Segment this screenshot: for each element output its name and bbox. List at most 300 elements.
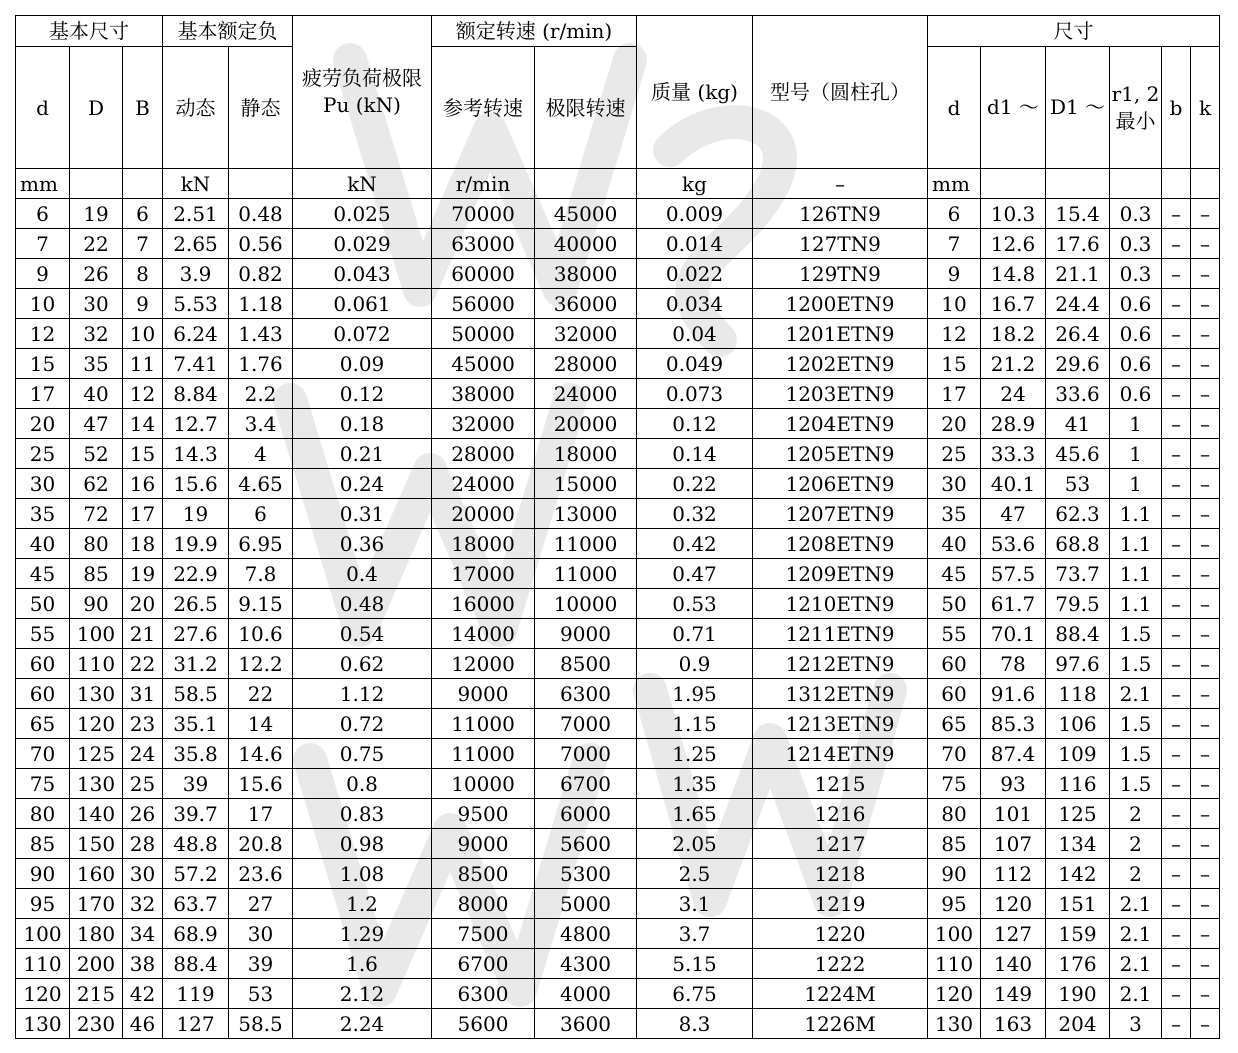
cell-static: 39	[229, 949, 293, 979]
cell-fatigue-limit: 1.29	[293, 919, 432, 949]
cell-d1: 87.4	[981, 739, 1046, 769]
cell-mass: 0.42	[637, 529, 753, 559]
header-mass: 质量 (kg)	[637, 16, 753, 169]
cell-d1: 47	[981, 499, 1046, 529]
cell-d1: 101	[981, 799, 1046, 829]
cell-D1: 17.6	[1046, 229, 1110, 259]
header-D: D	[70, 47, 123, 169]
cell-fatigue-limit: 0.54	[293, 619, 432, 649]
cell-size-d: 90	[928, 859, 981, 889]
cell-static: 3.4	[229, 409, 293, 439]
cell-reference-speed: 12000	[432, 649, 535, 679]
cell-d1: 57.5	[981, 559, 1046, 589]
cell-fatigue-limit: 0.12	[293, 379, 432, 409]
cell-reference-speed: 7500	[432, 919, 535, 949]
cell-static: 6.95	[229, 529, 293, 559]
table-row	[16, 979, 1220, 1009]
cell-r12-min: 1.1	[1110, 529, 1162, 559]
cell-mass: 0.04	[637, 319, 753, 349]
cell-mass: 0.32	[637, 499, 753, 529]
cell-fatigue-limit: 0.36	[293, 529, 432, 559]
cell-fatigue-limit: 1.12	[293, 679, 432, 709]
cell-size-d: 70	[928, 739, 981, 769]
cell-model: 1212ETN9	[753, 649, 928, 679]
cell-size-d: 50	[928, 589, 981, 619]
header-basic-size: 基本尺寸	[16, 16, 163, 47]
cell-limiting-speed: 5300	[535, 859, 637, 889]
cell-size-d: 130	[928, 1009, 981, 1039]
cell-b: –	[1162, 709, 1191, 739]
cell-static: 1.76	[229, 349, 293, 379]
cell-reference-speed: 11000	[432, 739, 535, 769]
cell-D1: 88.4	[1046, 619, 1110, 649]
cell-model: 1202ETN9	[753, 349, 928, 379]
header-size-d: d	[928, 47, 981, 169]
cell-D: 130	[70, 679, 123, 709]
cell-D1: 79.5	[1046, 589, 1110, 619]
cell-b: –	[1162, 649, 1191, 679]
cell-static: 27	[229, 889, 293, 919]
cell-mass: 2.05	[637, 829, 753, 859]
cell-r12-min: 0.6	[1110, 319, 1162, 349]
cell-limiting-speed: 4300	[535, 949, 637, 979]
cell-model: 1204ETN9	[753, 409, 928, 439]
cell-D1: 26.4	[1046, 319, 1110, 349]
cell-B: 25	[123, 769, 163, 799]
cell-dynamic: 48.8	[163, 829, 229, 859]
cell-B: 34	[123, 919, 163, 949]
cell-d: 12	[16, 319, 70, 349]
cell-D: 35	[70, 349, 123, 379]
cell-k: –	[1191, 649, 1220, 679]
cell-size-d: 45	[928, 559, 981, 589]
cell-size-d: 17	[928, 379, 981, 409]
cell-limiting-speed: 40000	[535, 229, 637, 259]
cell-limiting-speed: 36000	[535, 289, 637, 319]
cell-model: 1206ETN9	[753, 469, 928, 499]
cell-D1: 142	[1046, 859, 1110, 889]
table-row	[16, 349, 1220, 379]
cell-static: 53	[229, 979, 293, 1009]
cell-B: 30	[123, 859, 163, 889]
cell-mass: 0.22	[637, 469, 753, 499]
bearing-spec-table	[15, 15, 1220, 1039]
cell-reference-speed: 9000	[432, 829, 535, 859]
cell-d1: 127	[981, 919, 1046, 949]
cell-k: –	[1191, 619, 1220, 649]
cell-limiting-speed: 7000	[535, 709, 637, 739]
cell-size-d: 65	[928, 709, 981, 739]
cell-fatigue-limit: 0.48	[293, 589, 432, 619]
cell-static: 58.5	[229, 1009, 293, 1039]
cell-model: 1213ETN9	[753, 709, 928, 739]
cell-limiting-speed: 8500	[535, 649, 637, 679]
cell-dynamic: 7.41	[163, 349, 229, 379]
unit-cell	[1110, 169, 1162, 199]
cell-b: –	[1162, 979, 1191, 1009]
cell-model: 1224M	[753, 979, 928, 1009]
cell-k: –	[1191, 379, 1220, 409]
cell-r12-min: 2	[1110, 829, 1162, 859]
cell-size-d: 60	[928, 649, 981, 679]
cell-b: –	[1162, 499, 1191, 529]
cell-d: 25	[16, 439, 70, 469]
header-d: d	[16, 47, 70, 169]
cell-dynamic: 5.53	[163, 289, 229, 319]
cell-fatigue-limit: 1.08	[293, 859, 432, 889]
cell-B: 24	[123, 739, 163, 769]
cell-d: 90	[16, 859, 70, 889]
cell-reference-speed: 56000	[432, 289, 535, 319]
cell-size-d: 95	[928, 889, 981, 919]
cell-dynamic: 88.4	[163, 949, 229, 979]
table-row	[16, 319, 1220, 349]
cell-D1: 73.7	[1046, 559, 1110, 589]
cell-mass: 0.049	[637, 349, 753, 379]
table-row	[16, 799, 1220, 829]
cell-r12-min: 1	[1110, 409, 1162, 439]
cell-D1: 190	[1046, 979, 1110, 1009]
cell-static: 14	[229, 709, 293, 739]
cell-limiting-speed: 9000	[535, 619, 637, 649]
header-limiting-speed: 极限转速	[535, 47, 637, 169]
cell-d: 130	[16, 1009, 70, 1039]
header-D1: D1 ～	[1046, 47, 1110, 169]
cell-B: 18	[123, 529, 163, 559]
cell-D1: 106	[1046, 709, 1110, 739]
cell-model: 1222	[753, 949, 928, 979]
cell-static: 9.15	[229, 589, 293, 619]
header-static: 静态	[229, 47, 293, 169]
header-dynamic: 动态	[163, 47, 229, 169]
cell-k: –	[1191, 589, 1220, 619]
cell-k: –	[1191, 829, 1220, 859]
cell-fatigue-limit: 0.072	[293, 319, 432, 349]
cell-D1: 53	[1046, 469, 1110, 499]
cell-dynamic: 6.24	[163, 319, 229, 349]
cell-reference-speed: 28000	[432, 439, 535, 469]
cell-d: 110	[16, 949, 70, 979]
cell-static: 0.56	[229, 229, 293, 259]
cell-mass: 1.15	[637, 709, 753, 739]
cell-D1: 68.8	[1046, 529, 1110, 559]
cell-k: –	[1191, 289, 1220, 319]
cell-limiting-speed: 3600	[535, 1009, 637, 1039]
cell-d1: 14.8	[981, 259, 1046, 289]
cell-r12-min: 1.1	[1110, 589, 1162, 619]
cell-mass: 1.65	[637, 799, 753, 829]
cell-D: 200	[70, 949, 123, 979]
cell-fatigue-limit: 0.24	[293, 469, 432, 499]
cell-D: 32	[70, 319, 123, 349]
cell-mass: 0.12	[637, 409, 753, 439]
cell-r12-min: 3	[1110, 1009, 1162, 1039]
cell-D: 72	[70, 499, 123, 529]
cell-dynamic: 127	[163, 1009, 229, 1039]
cell-d1: 18.2	[981, 319, 1046, 349]
cell-B: 26	[123, 799, 163, 829]
header-reference-speed: 参考转速	[432, 47, 535, 169]
table-row	[16, 739, 1220, 769]
cell-model: 1205ETN9	[753, 439, 928, 469]
unit-cell	[229, 169, 293, 199]
cell-k: –	[1191, 349, 1220, 379]
unit-cell	[535, 169, 637, 199]
cell-D: 130	[70, 769, 123, 799]
cell-limiting-speed: 5600	[535, 829, 637, 859]
table-row	[16, 289, 1220, 319]
cell-d1: 21.2	[981, 349, 1046, 379]
cell-b: –	[1162, 799, 1191, 829]
cell-d: 95	[16, 889, 70, 919]
cell-size-d: 85	[928, 829, 981, 859]
cell-d1: 85.3	[981, 709, 1046, 739]
cell-k: –	[1191, 889, 1220, 919]
cell-reference-speed: 38000	[432, 379, 535, 409]
cell-static: 15.6	[229, 769, 293, 799]
table-row	[16, 409, 1220, 439]
cell-r12-min: 2.1	[1110, 979, 1162, 1009]
cell-dynamic: 63.7	[163, 889, 229, 919]
cell-static: 10.6	[229, 619, 293, 649]
table-row	[16, 379, 1220, 409]
cell-dynamic: 35.1	[163, 709, 229, 739]
cell-static: 2.2	[229, 379, 293, 409]
cell-size-d: 9	[928, 259, 981, 289]
cell-model: 129TN9	[753, 259, 928, 289]
cell-d: 9	[16, 259, 70, 289]
cell-reference-speed: 11000	[432, 709, 535, 739]
cell-mass: 6.75	[637, 979, 753, 1009]
cell-dynamic: 8.84	[163, 379, 229, 409]
cell-dynamic: 39	[163, 769, 229, 799]
header-model: 型号（圆柱孔）	[753, 16, 928, 169]
cell-d: 100	[16, 919, 70, 949]
cell-D: 110	[70, 649, 123, 679]
cell-B: 22	[123, 649, 163, 679]
cell-k: –	[1191, 679, 1220, 709]
cell-B: 46	[123, 1009, 163, 1039]
cell-r12-min: 1.1	[1110, 559, 1162, 589]
cell-limiting-speed: 45000	[535, 199, 637, 229]
cell-model: 1208ETN9	[753, 529, 928, 559]
table-row	[16, 679, 1220, 709]
cell-d1: 61.7	[981, 589, 1046, 619]
cell-B: 16	[123, 469, 163, 499]
unit-cell: kN	[163, 169, 229, 199]
cell-k: –	[1191, 769, 1220, 799]
cell-dynamic: 14.3	[163, 439, 229, 469]
cell-fatigue-limit: 0.72	[293, 709, 432, 739]
cell-D: 150	[70, 829, 123, 859]
unit-cell: mm	[16, 169, 70, 199]
cell-k: –	[1191, 409, 1220, 439]
cell-d1: 107	[981, 829, 1046, 859]
cell-D1: 62.3	[1046, 499, 1110, 529]
cell-D1: 116	[1046, 769, 1110, 799]
cell-d: 60	[16, 649, 70, 679]
cell-D1: 204	[1046, 1009, 1110, 1039]
cell-B: 31	[123, 679, 163, 709]
cell-limiting-speed: 20000	[535, 409, 637, 439]
cell-k: –	[1191, 799, 1220, 829]
table-row	[16, 589, 1220, 619]
cell-reference-speed: 60000	[432, 259, 535, 289]
cell-b: –	[1162, 439, 1191, 469]
cell-reference-speed: 17000	[432, 559, 535, 589]
cell-d: 45	[16, 559, 70, 589]
unit-cell	[70, 169, 123, 199]
cell-k: –	[1191, 709, 1220, 739]
cell-k: –	[1191, 199, 1220, 229]
cell-mass: 8.3	[637, 1009, 753, 1039]
cell-limiting-speed: 28000	[535, 349, 637, 379]
cell-D: 19	[70, 199, 123, 229]
cell-r12-min: 2	[1110, 859, 1162, 889]
cell-k: –	[1191, 1009, 1220, 1039]
cell-D1: 24.4	[1046, 289, 1110, 319]
cell-fatigue-limit: 0.8	[293, 769, 432, 799]
cell-size-d: 40	[928, 529, 981, 559]
cell-r12-min: 0.3	[1110, 199, 1162, 229]
unit-cell	[1162, 169, 1191, 199]
cell-static: 20.8	[229, 829, 293, 859]
cell-size-d: 7	[928, 229, 981, 259]
cell-k: –	[1191, 949, 1220, 979]
cell-mass: 0.53	[637, 589, 753, 619]
cell-reference-speed: 5600	[432, 1009, 535, 1039]
cell-fatigue-limit: 0.83	[293, 799, 432, 829]
table-row	[16, 649, 1220, 679]
cell-dynamic: 35.8	[163, 739, 229, 769]
cell-size-d: 100	[928, 919, 981, 949]
cell-D: 180	[70, 919, 123, 949]
cell-size-d: 6	[928, 199, 981, 229]
cell-D1: 134	[1046, 829, 1110, 859]
cell-b: –	[1162, 319, 1191, 349]
cell-D: 80	[70, 529, 123, 559]
cell-d: 80	[16, 799, 70, 829]
cell-fatigue-limit: 0.62	[293, 649, 432, 679]
cell-k: –	[1191, 529, 1220, 559]
header-rated-speed: 额定转速 (r/min)	[432, 16, 637, 47]
cell-model: 1200ETN9	[753, 289, 928, 319]
unit-cell: –	[753, 169, 928, 199]
cell-b: –	[1162, 859, 1191, 889]
cell-fatigue-limit: 0.09	[293, 349, 432, 379]
cell-size-d: 120	[928, 979, 981, 1009]
header-d1: d1 ～	[981, 47, 1046, 169]
cell-reference-speed: 8000	[432, 889, 535, 919]
unit-cell	[1191, 169, 1220, 199]
cell-b: –	[1162, 889, 1191, 919]
cell-k: –	[1191, 229, 1220, 259]
cell-size-d: 60	[928, 679, 981, 709]
unit-cell: kN	[293, 169, 432, 199]
unit-cell	[123, 169, 163, 199]
cell-B: 12	[123, 379, 163, 409]
cell-static: 22	[229, 679, 293, 709]
cell-reference-speed: 10000	[432, 769, 535, 799]
cell-B: 6	[123, 199, 163, 229]
cell-model: 1226M	[753, 1009, 928, 1039]
unit-cell: kg	[637, 169, 753, 199]
cell-b: –	[1162, 349, 1191, 379]
cell-static: 0.82	[229, 259, 293, 289]
cell-D: 47	[70, 409, 123, 439]
cell-D: 140	[70, 799, 123, 829]
cell-size-d: 20	[928, 409, 981, 439]
cell-static: 7.8	[229, 559, 293, 589]
cell-r12-min: 1.5	[1110, 739, 1162, 769]
cell-fatigue-limit: 0.18	[293, 409, 432, 439]
cell-B: 17	[123, 499, 163, 529]
cell-D: 40	[70, 379, 123, 409]
cell-d1: 91.6	[981, 679, 1046, 709]
cell-d: 55	[16, 619, 70, 649]
cell-D1: 29.6	[1046, 349, 1110, 379]
cell-b: –	[1162, 529, 1191, 559]
cell-d: 120	[16, 979, 70, 1009]
cell-fatigue-limit: 0.31	[293, 499, 432, 529]
cell-dynamic: 31.2	[163, 649, 229, 679]
cell-D1: 21.1	[1046, 259, 1110, 289]
cell-d1: 10.3	[981, 199, 1046, 229]
cell-fatigue-limit: 0.75	[293, 739, 432, 769]
cell-b: –	[1162, 769, 1191, 799]
cell-limiting-speed: 4800	[535, 919, 637, 949]
cell-B: 10	[123, 319, 163, 349]
header-B: B	[123, 47, 163, 169]
cell-d: 17	[16, 379, 70, 409]
cell-k: –	[1191, 859, 1220, 889]
cell-dynamic: 19	[163, 499, 229, 529]
cell-mass: 0.9	[637, 649, 753, 679]
cell-reference-speed: 6700	[432, 949, 535, 979]
cell-D: 160	[70, 859, 123, 889]
cell-reference-speed: 9500	[432, 799, 535, 829]
cell-static: 4	[229, 439, 293, 469]
cell-r12-min: 1.5	[1110, 769, 1162, 799]
cell-r12-min: 0.6	[1110, 289, 1162, 319]
cell-r12-min: 2.1	[1110, 919, 1162, 949]
cell-B: 32	[123, 889, 163, 919]
cell-model: 1216	[753, 799, 928, 829]
table-row	[16, 559, 1220, 589]
cell-dynamic: 15.6	[163, 469, 229, 499]
cell-d1: 53.6	[981, 529, 1046, 559]
cell-reference-speed: 50000	[432, 319, 535, 349]
cell-B: 9	[123, 289, 163, 319]
cell-b: –	[1162, 229, 1191, 259]
cell-size-d: 12	[928, 319, 981, 349]
cell-static: 4.65	[229, 469, 293, 499]
cell-model: 1210ETN9	[753, 589, 928, 619]
cell-d: 10	[16, 289, 70, 319]
cell-r12-min: 1.5	[1110, 709, 1162, 739]
cell-B: 7	[123, 229, 163, 259]
cell-B: 15	[123, 439, 163, 469]
cell-d1: 163	[981, 1009, 1046, 1039]
cell-model: 127TN9	[753, 229, 928, 259]
header-b: b	[1162, 47, 1191, 169]
cell-d: 20	[16, 409, 70, 439]
cell-dynamic: 39.7	[163, 799, 229, 829]
cell-size-d: 25	[928, 439, 981, 469]
cell-reference-speed: 8500	[432, 859, 535, 889]
cell-reference-speed: 24000	[432, 469, 535, 499]
cell-fatigue-limit: 0.4	[293, 559, 432, 589]
